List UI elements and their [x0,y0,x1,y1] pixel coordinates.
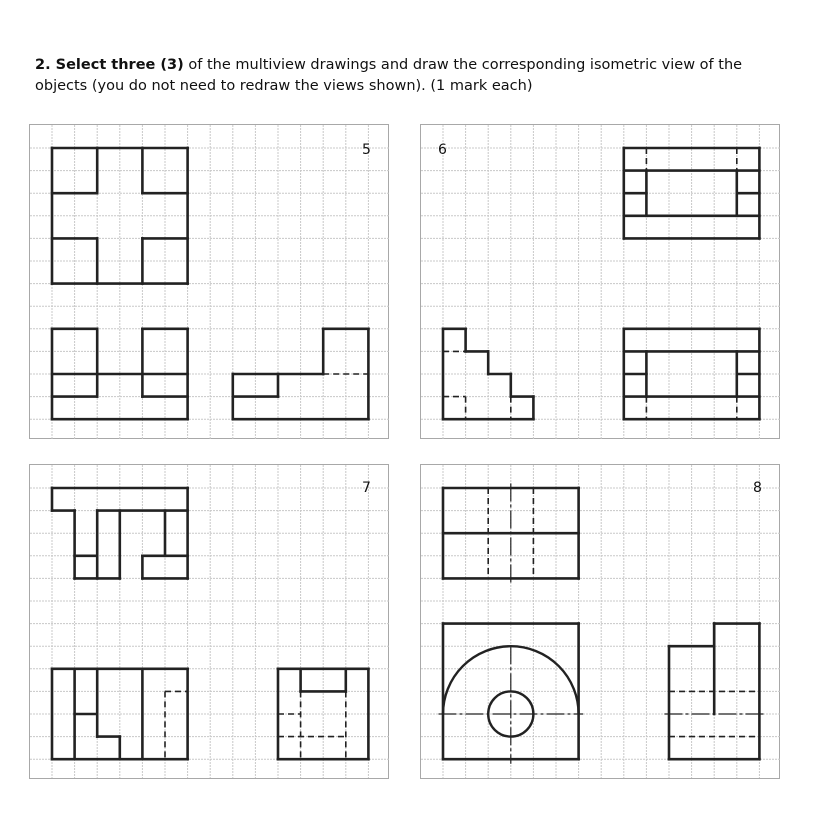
panel-number-5: 5 [362,142,371,158]
multiview-drawing-8 [421,465,781,778]
drawing-panel-5 [29,124,389,439]
panel-number-6: 6 [438,142,447,158]
multiview-drawing-5 [30,125,390,440]
drawing-panel-7 [29,464,389,779]
panel-number-8: 8 [753,480,762,496]
multiview-drawing-6 [421,125,781,440]
drawing-panel-8 [420,464,780,779]
drawing-panel-6 [420,124,780,439]
multiview-drawing-7 [30,465,390,778]
question-number: 2. Select three (3) [35,57,184,73]
question-text [35,55,795,97]
question-body: of the multiview drawings and draw the corresponding isometric view of the objects (you do not need to redraw the views shown). (1 mark each) [35,57,743,94]
panel-number-7: 7 [362,480,371,496]
